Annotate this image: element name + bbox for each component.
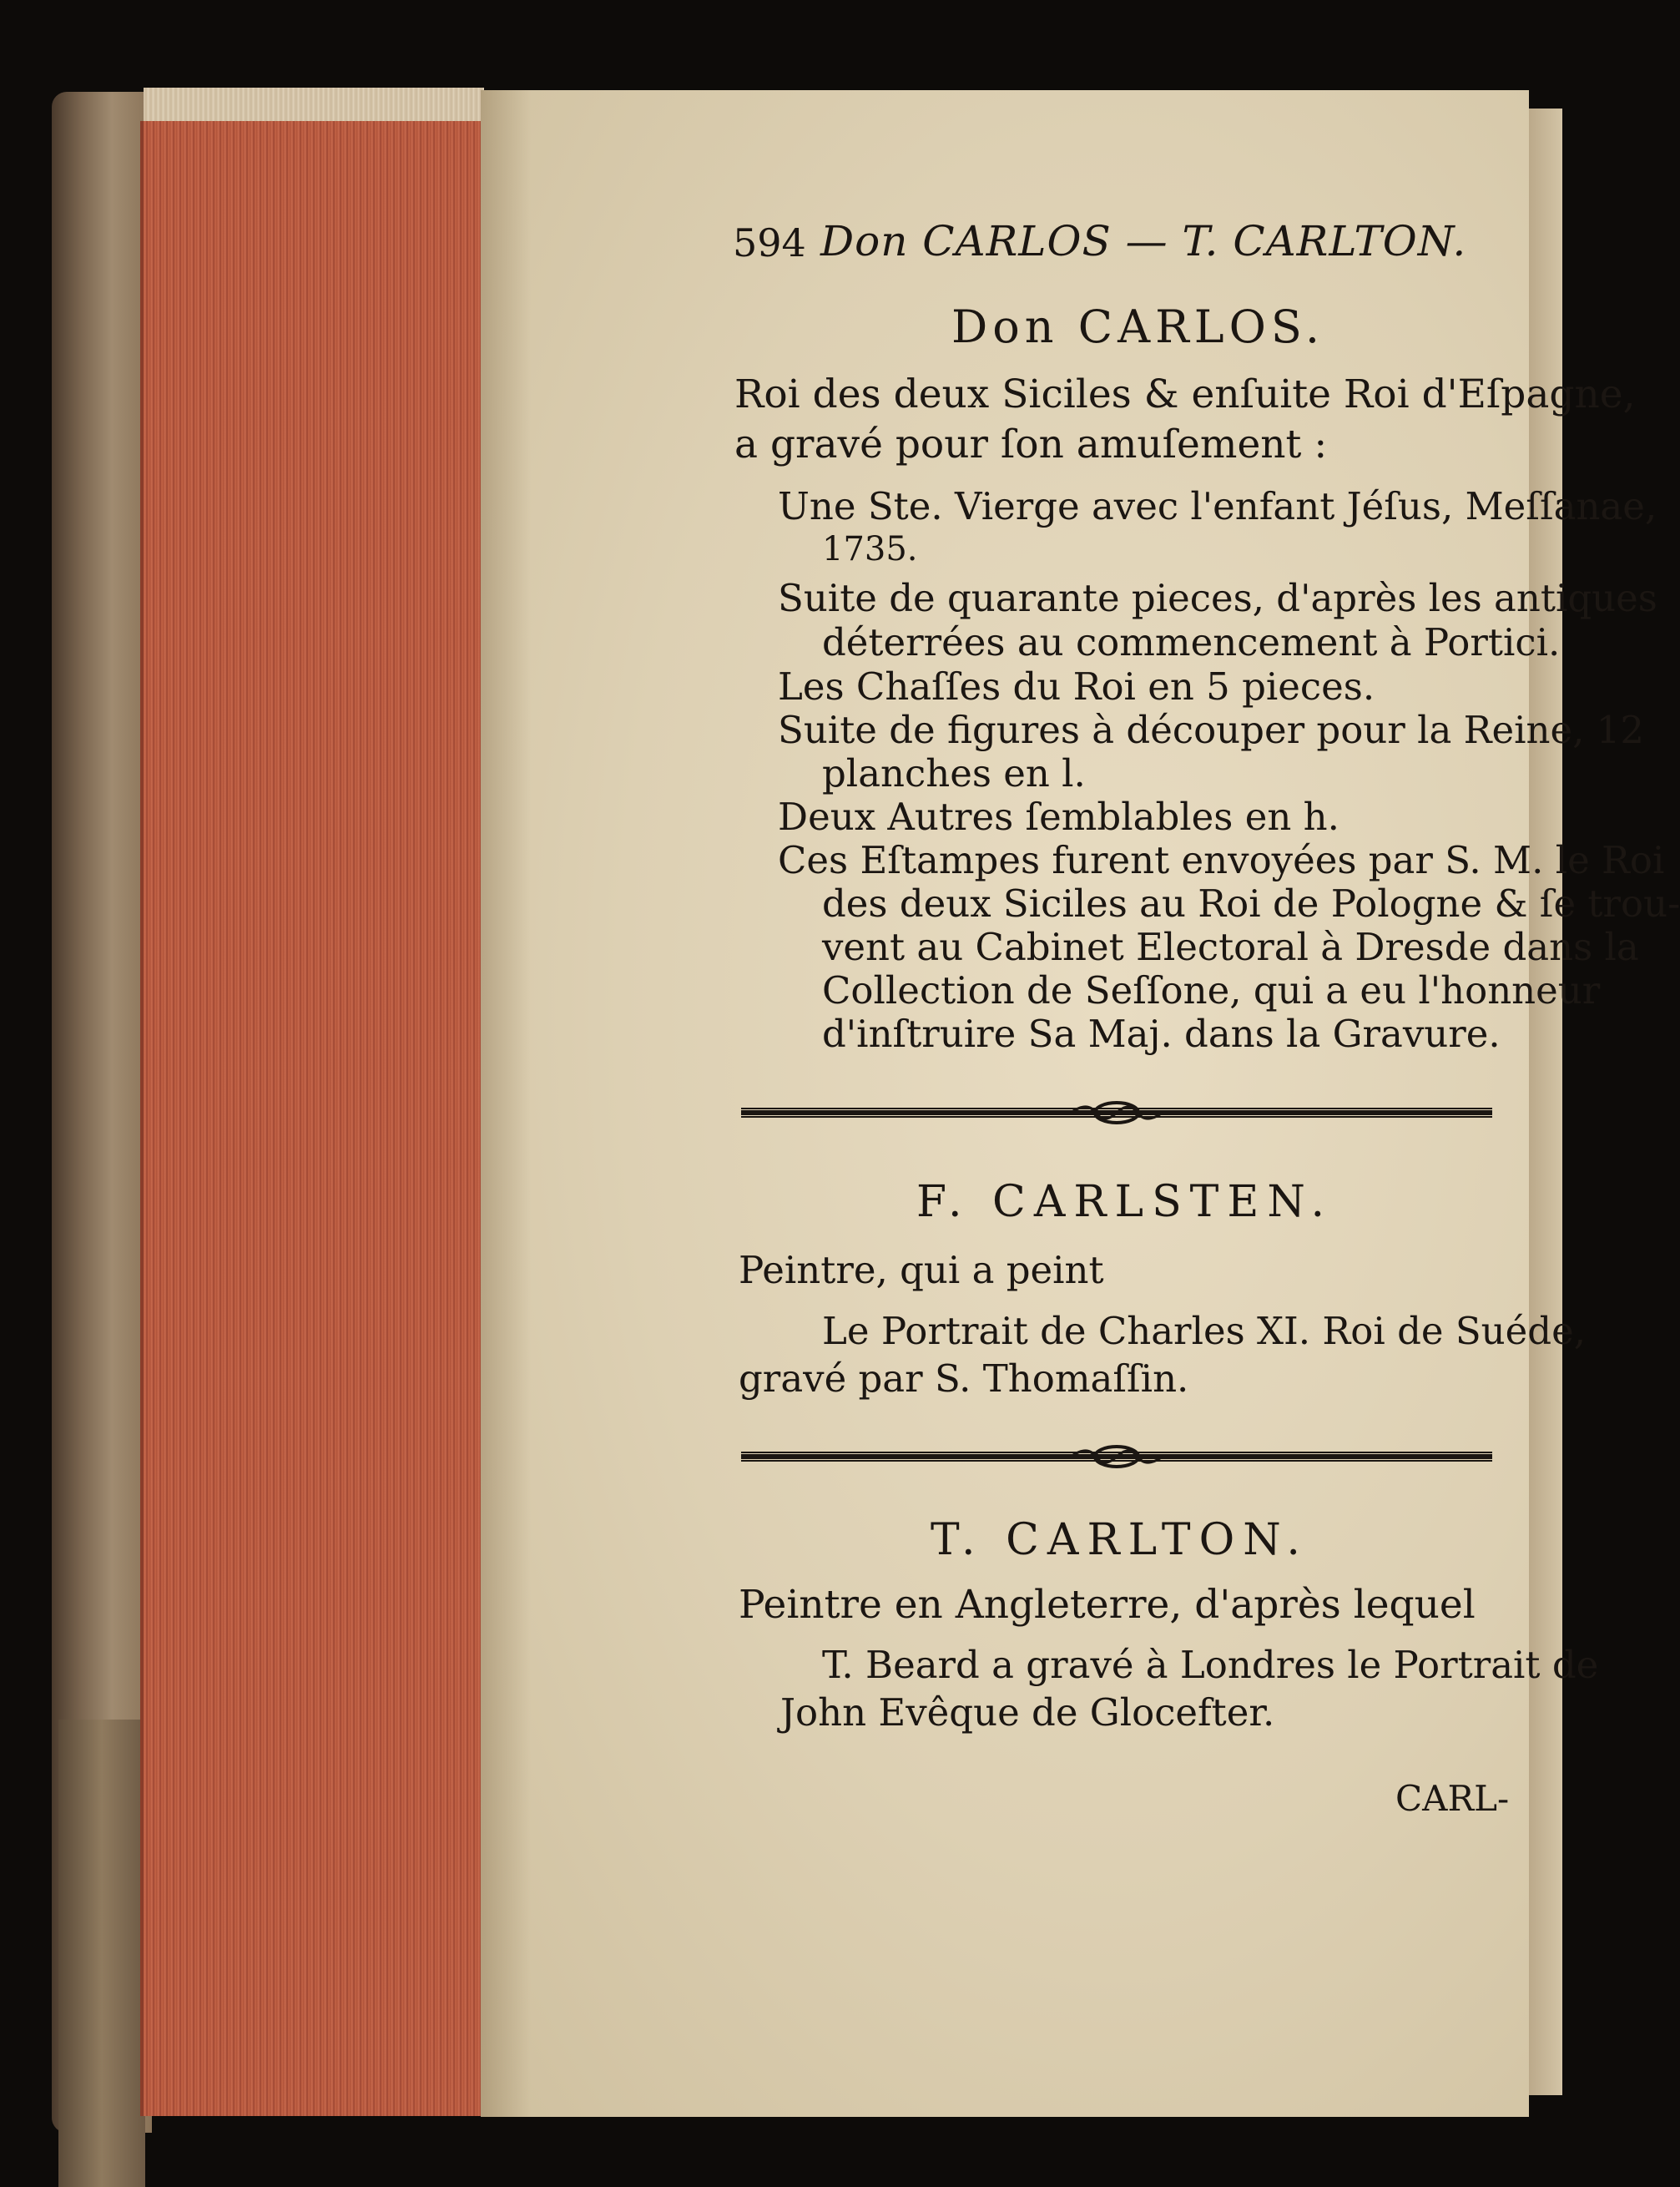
ornamental-rule: [741, 1444, 1492, 1469]
page-number: 594: [733, 220, 806, 265]
entry-line: Le Portrait de Charles XI. Roi de Suéde,: [822, 1309, 1587, 1353]
entry-line: Une Ste. Vierge avec l'enfant Jéſus, Meſſanae,: [778, 484, 1657, 528]
catchword: CARL-: [1395, 1778, 1510, 1819]
entry-line: gravé par S. Thomaſſin.: [739, 1356, 1189, 1401]
entry-line: Ces Eſtampes furent envoyées par S. M. le Roi: [778, 838, 1665, 882]
entry-line: T. Beard a gravé à Londres le Portrait de: [822, 1643, 1599, 1687]
entry-heading: Don CARLOS.: [951, 301, 1325, 353]
entry-line: d'inſtruire Sa Maj. dans la Gravure.: [822, 1012, 1501, 1056]
page-edges: [140, 121, 484, 2116]
entry-line: Peintre, qui a peint: [739, 1248, 1104, 1292]
entry-line: déterrées au commencement à Portici.: [822, 620, 1561, 664]
running-title: Don CARLOS — T. CARLTON.: [820, 217, 1467, 265]
entry-line: a gravé pour ſon amuſement :: [734, 422, 1328, 467]
book-cover: [52, 92, 152, 2133]
entry-line: Collection de Seſſone, qui a eu l'honneur: [822, 968, 1601, 1013]
entry-heading: T. CARLTON.: [931, 1515, 1309, 1565]
entry-line: Suite de quarante pieces, d'après les antiques: [778, 576, 1657, 620]
entry-line: des deux Siciles au Roi de Pologne & ſe trou-: [822, 881, 1680, 926]
entry-line: John Evêque de Glocefter.: [780, 1690, 1275, 1735]
entry-line: Deux Autres ſemblables en h.: [778, 795, 1339, 839]
entry-line: Roi des deux Siciles & enſuite Roi d'Eſpagne,: [734, 371, 1636, 417]
entry-line: 1735.: [822, 530, 918, 568]
entry-line: Peintre en Angleterre, d'après lequel: [739, 1582, 1476, 1628]
entry-line: vent au Cabinet Electoral à Dresde dans la: [822, 925, 1639, 969]
entry-heading: F. CARLSTEN.: [916, 1177, 1334, 1227]
ornamental-rule: [741, 1100, 1492, 1125]
entry-line: planches en l.: [822, 751, 1086, 796]
entry-line: Les Chaſſes du Roi en 5 pieces.: [778, 664, 1375, 709]
entry-line: Suite de figures à découper pour la Reine, 12: [778, 708, 1645, 752]
